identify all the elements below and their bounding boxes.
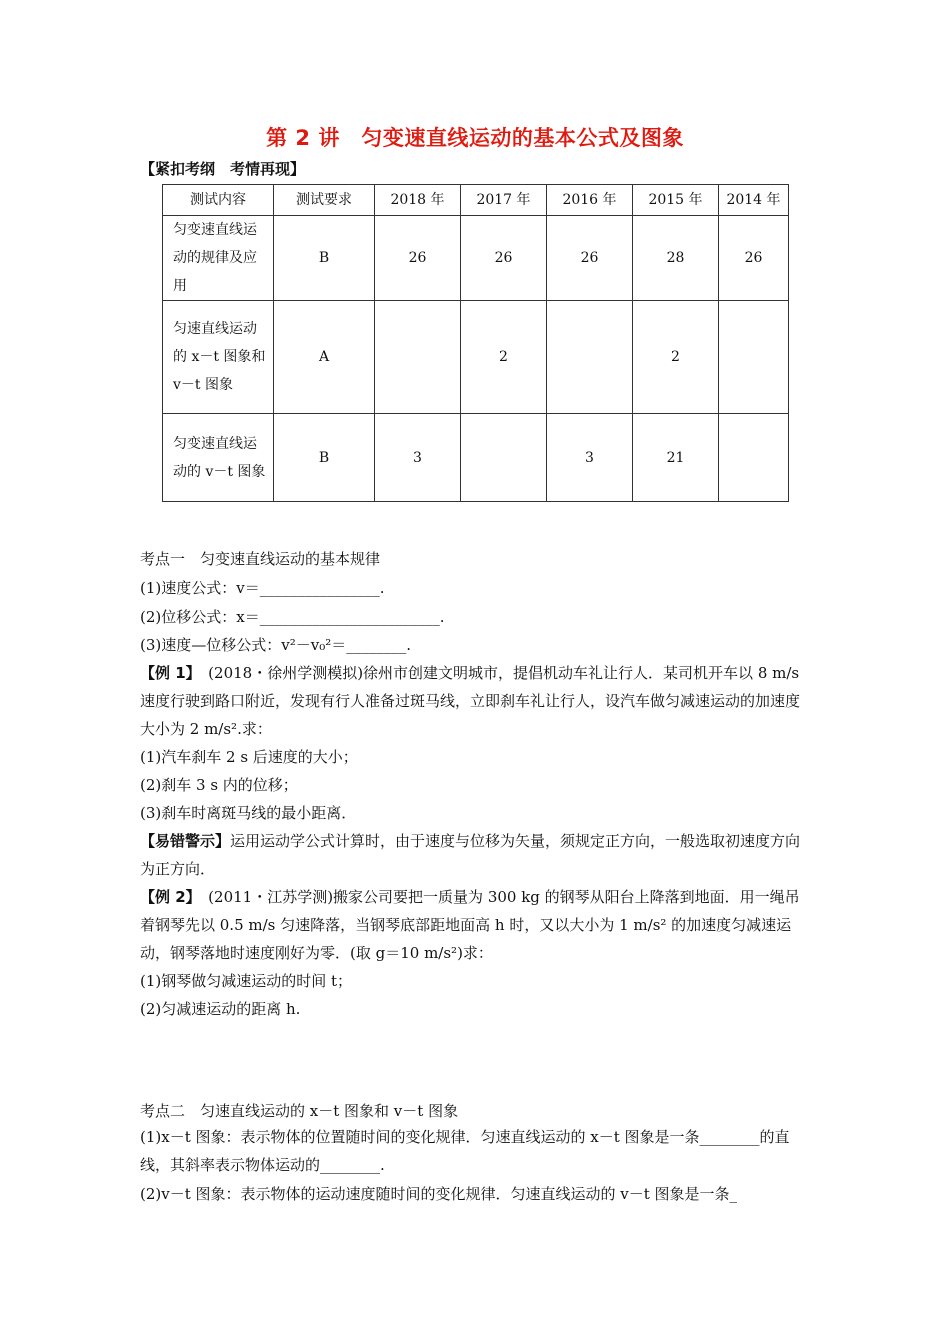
table-cell: 26 [375, 216, 461, 301]
table-cell-content: 匀变速直线运动的 v－t 图象 [163, 414, 274, 502]
table-cell: 26 [461, 216, 547, 301]
table-cell: 28 [633, 216, 719, 301]
example-2-q1: (1)钢琴做匀减速运动的时间 t； [140, 972, 353, 990]
table-header-cell: 2015 年 [633, 185, 719, 216]
table-cell-content: 匀变速直线运动的规律及应用 [163, 216, 274, 301]
table-row [163, 414, 789, 502]
example-1 [140, 659, 812, 743]
table-row [163, 301, 789, 414]
table-cell: A [274, 301, 375, 414]
kp2-heading: 考点二 匀速直线运动的 x－t 图象和 v－t 图象 [140, 1102, 459, 1120]
table-header-cell: 2018 年 [375, 185, 461, 216]
table-cell-content: 匀速直线运动的 x－t 图象和 v－t 图象 [163, 301, 274, 414]
table-header-cell: 测试内容 [163, 185, 274, 216]
formula-velocity-displacement: (3)速度—位移公式：v²－v₀²＝________. [140, 636, 412, 654]
example-1-q2: (2)刹车 3 s 内的位移； [140, 776, 298, 794]
warning-label: 【易错警示】 [140, 832, 231, 850]
example-2-text: (2011・江苏学测)搬家公司要把一质量为 300 kg 的钢琴从阳台上降落到地面．用一绳吊着钢琴先以 0.5 m/s 匀速降落，当钢琴底部距地面高 h 时，又以大小为 1 m/s² 的加速度匀减速运动，钢琴落地时速度刚好为零．(取 g＝10 m/s²)求： [140, 888, 800, 962]
section-tag: 【紧扣考纲 考情再现】 [140, 160, 306, 178]
kp1-heading: 考点一 匀变速直线运动的基本规律 [140, 550, 381, 568]
page-title: 第 2 讲 匀变速直线运动的基本公式及图象 [266, 126, 684, 150]
warning-text: 运用运动学公式计算时，由于速度与位移为矢量，须规定正方向，一般选取初速度方向为正方向． [140, 832, 801, 878]
table-cell: 26 [719, 216, 789, 301]
formula-displacement: (2)位移公式：x＝________________________. [140, 608, 445, 626]
table-header-cell: 2014 年 [719, 185, 789, 216]
table-header-row [163, 185, 789, 216]
table-cell: 3 [375, 414, 461, 502]
formula-velocity: (1)速度公式：v＝________________. [140, 579, 385, 597]
table-row [163, 216, 789, 301]
table-cell: 21 [633, 414, 719, 502]
table-cell [547, 301, 633, 414]
exam-table [162, 184, 789, 502]
table-header-cell: 测试要求 [274, 185, 375, 216]
kp2-paragraph-1: (1)x－t 图象：表示物体的位置随时间的变化规律．匀速直线运动的 x－t 图象是一条________的直线，其斜率表示物体运动的________. [140, 1128, 790, 1174]
kp2-paragraph-2: (2)v－t 图象：表示物体的运动速度随时间的变化规律．匀速直线运动的 v－t 图象是一条_ [140, 1185, 738, 1203]
table-cell: 26 [547, 216, 633, 301]
warning [140, 827, 812, 883]
table-cell: B [274, 216, 375, 301]
table-cell: 2 [461, 301, 547, 414]
table-cell: 3 [547, 414, 633, 502]
table-cell [719, 301, 789, 414]
table-cell [461, 414, 547, 502]
table-cell [719, 414, 789, 502]
table-header-cell: 2016 年 [547, 185, 633, 216]
example-1-text: (2018・徐州学测模拟)徐州市创建文明城市，提倡机动车礼让行人．某司机开车以 8 m/s 速度行驶到路口附近，发现有行人准备过斑马线，立即刹车礼让行人，设汽车做匀减速运动的加速度大小为 2 m/s².求： [140, 664, 801, 738]
table-cell: B [274, 414, 375, 502]
example-2-label: 【例 2】 [140, 888, 194, 906]
example-1-label: 【例 1】 [140, 664, 194, 682]
example-1-q1: (1)汽车刹车 2 s 后速度的大小； [140, 748, 358, 766]
example-2-q2: (2)匀减速运动的距离 h. [140, 1000, 301, 1018]
example-2 [140, 883, 812, 967]
example-1-q3: (3)刹车时离斑马线的最小距离． [140, 804, 357, 822]
table-cell: 2 [633, 301, 719, 414]
table-header-cell: 2017 年 [461, 185, 547, 216]
table-cell [375, 301, 461, 414]
